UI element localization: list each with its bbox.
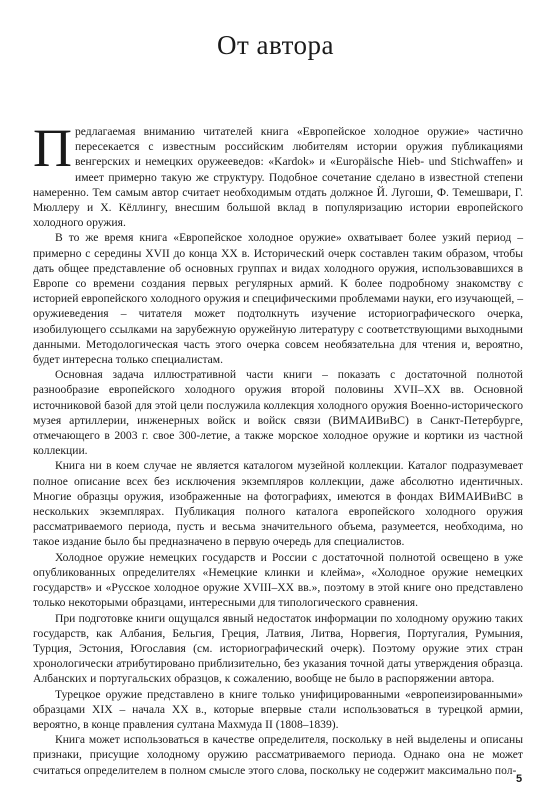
paragraph: Книга может использоваться в качестве определителя, поскольку в ней выделены и описаны признаки, присущие холодному оружию рассматриваемого периода. Однако она не может считаться определителем в полном смысле этого слова, поскольку не содержит максимально пол- (33, 733, 523, 777)
body-text (33, 118, 524, 778)
paragraph-text: редлагаемая вниманию читателей книга «Европейское холодное оружие» частично пересекается с известным российским любителям истории оружия публикациями венгерских и немецких оружееведов: «Kardok» и «Europäische Hieb- und Stichwaffen» и имеет примерно такую же структуру. Подобное сочетание сделано в известной степени намеренно. Тем самым автор считает необходимым отдать должное Й. Лугоши, Ф. Темешвари, Г. Мюллеру и Х. Кёллингу, внесшим большой вклад в популяризацию истории европейского холодного оружия. (33, 125, 523, 230)
drop-cap: П (33, 118, 72, 178)
paragraph: Основная задача иллюстративной части книги – показать с достаточной полнотой разнообразие европейского холодного оружия второй половины XVII–XX вв. Основной источниковой базой для этой цели послужила коллекция холодного оружия Военно-исторического музея артиллерии, инженерных войск и войск связи (ВИМАИВиВС) в Санкт-Петербурге, отмечающего в 2003 г. свое 300-летие, а также морское холодное оружие и кортики из частной коллекции. (33, 368, 523, 458)
paragraph (33, 118, 523, 230)
paragraph: Холодное оружие немецких государств и России с достаточной полнотой освещено в уже опубликованных определителях «Немецкие клинки и клейма», «Холодное оружие немецких государств» и «Русское холодное оружие XVIII–XX вв.», поэтому в этой книге оно представлено только некоторыми образцами, интересными для типологического сравнения. (33, 550, 523, 610)
paragraph: Книга ни в коем случае не является каталогом музейной коллекции. Каталог подразумевает полное описание всех без исключения экземпляров коллекции, даже абсолютно идентичных. Многие образцы оружия, изображенные на фотографиях, имеются в фондах ВИМАИВиВС в нескольких экземплярах. Публикация полного каталога европейского холодного оружия рассматриваемого периода, пусть и весьма значительного объема, разумеется, необходима, но такое издание было бы предназначено в первую очередь для специалистов. (33, 459, 523, 549)
page-number: 5 (516, 773, 523, 785)
page-title: От автора (216, 30, 335, 60)
paragraph: Турецкое оружие представлено в книге только унифицированными «европеизированными» образцами XIX – начала XX в., которые впервые стали использоваться в турецкой армии, вероятно, в конце правления султана Махмуда II (1808–1839). (33, 687, 523, 731)
paragraph: В то же время книга «Европейское холодное оружие» охватывает более узкий период – примерно с середины XVII до конца XX в. Исторический очерк составлен таким образом, чтобы дать общее представление об основных группах и видах холодного оружия, использовавшихся в Европе со времени создания первых регулярных армий. К более подробному знакомству с историей европейского холодного оружия и специфическими проблемами науки, его изучающей, – оружиеведения – читателя может подтолкнуть изучение историографического очерка, изобилующего ссылками на зарубежную оружейную литературу с соответствующими выходными данными. Методологическая часть этого очерка совсем необязательна для чтения и, вероятно, будет интересна только специалистам. (33, 231, 524, 367)
paragraph: При подготовке книги ощущался явный недостаток информации по холодному оружию таких государств, как Албания, Бельгия, Греция, Латвия, Литва, Норвегия, Португалия, Румыния, Турция, Эстония, Югославия (см. историографический очерк). Поэтому оружие этих стран хронологически атрибутировано приблизительно, без указания точной даты утверждения образца. Албанских и португальских образцов, к сожалению, вообще не было в распоряжении автора. (33, 611, 523, 686)
